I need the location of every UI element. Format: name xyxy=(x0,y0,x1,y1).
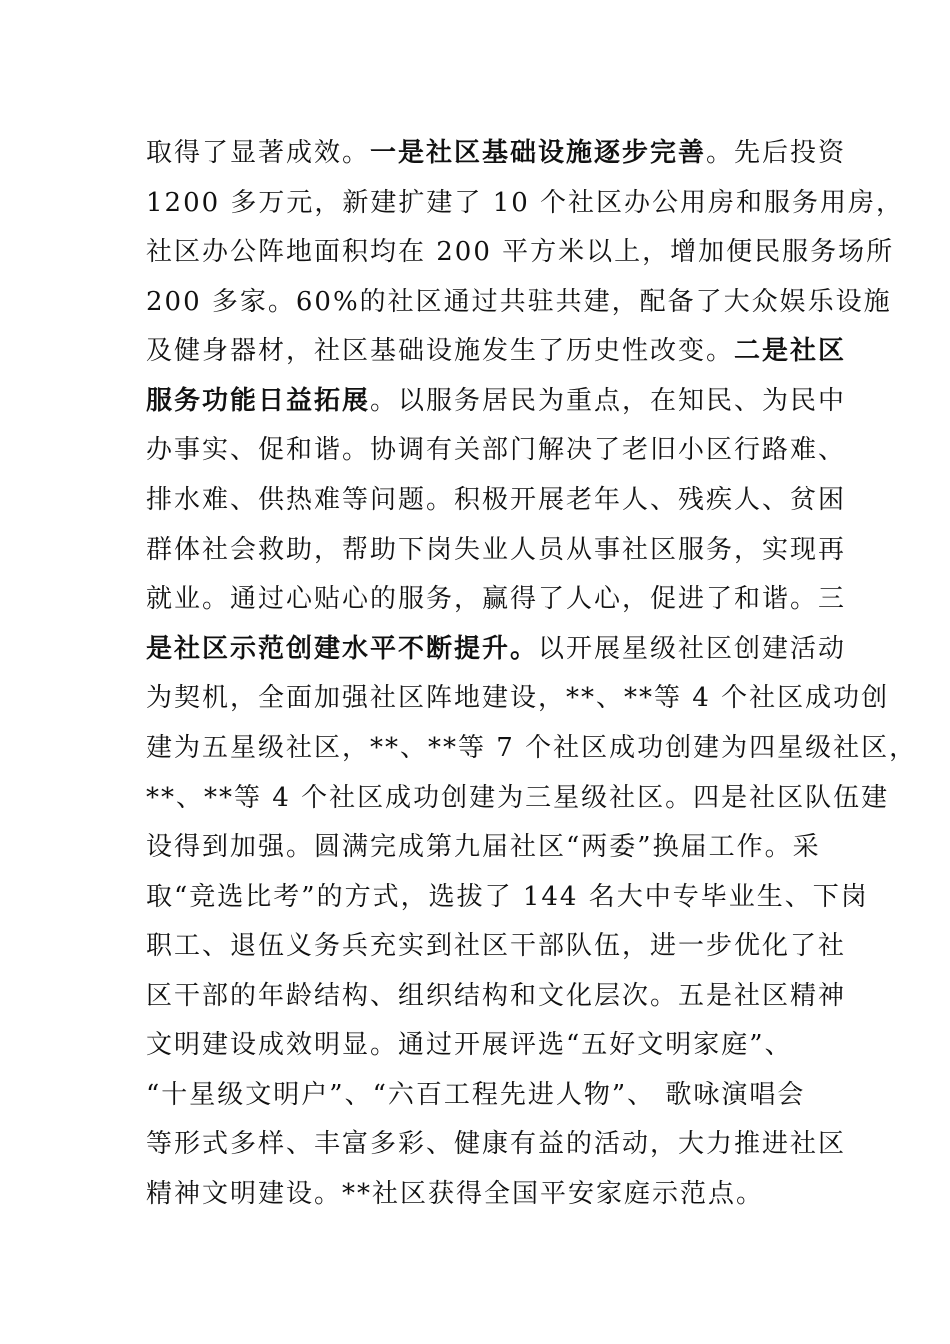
text-line xyxy=(146,1124,847,1164)
text-line xyxy=(146,1075,826,1115)
text-line xyxy=(146,877,869,917)
text-line xyxy=(146,827,826,867)
body-text: 就业。通过心贴心的服务，赢得了人心，促进了和谐。三 xyxy=(146,584,847,614)
body-text: “十星级文明户”、“六百工程先进人物”、 歌咏演唱会 xyxy=(146,1080,806,1110)
body-text: **、**等 4 个社区成功创建为三星级社区。四是社区队伍建 xyxy=(146,783,890,813)
text-line xyxy=(146,530,847,570)
text-line xyxy=(146,926,847,966)
text-line xyxy=(146,678,890,718)
text-line xyxy=(146,480,847,520)
text-line xyxy=(146,183,905,223)
body-text: 群体社会救助，帮助下岗失业人员从事社区服务，实现再 xyxy=(146,535,847,565)
body-text: 排水难、供热难等问题。积极开展老年人、残疾人、贫困 xyxy=(146,485,847,515)
body-text: 等形式多样、丰富多彩、健康有益的活动，大力推进社区 xyxy=(146,1129,847,1159)
body-text: 取得了显著成效。 xyxy=(146,138,371,168)
text-line xyxy=(146,430,847,470)
bold-heading-text: 一是社区基础设施逐步完善 xyxy=(370,138,707,168)
text-line xyxy=(146,579,847,619)
bold-heading-text: 二是社区 xyxy=(734,336,847,366)
body-text: 职工、退伍义务兵充实到社区干部队伍，进一步优化了社 xyxy=(146,931,847,961)
text-line xyxy=(146,381,847,421)
text-line xyxy=(146,728,918,768)
text-line xyxy=(146,282,892,322)
text-line xyxy=(146,133,847,173)
body-text: 社区办公阵地面积均在 200 平方米以上，增加便民服务场所 xyxy=(146,237,895,267)
body-text: 1200 多万元，新建扩建了 10 个社区办公用房和服务用房， xyxy=(146,188,905,218)
body-text: 精神文明建设。**社区获得全国平安家庭示范点。 xyxy=(146,1179,765,1209)
body-text: 区干部的年龄结构、组织结构和文化层次。五是社区精神 xyxy=(146,981,847,1011)
text-line xyxy=(146,778,890,818)
text-line xyxy=(146,232,895,272)
body-text: 为契机，全面加强社区阵地建设，**、**等 4 个社区成功创 xyxy=(146,683,890,713)
text-line xyxy=(146,1174,826,1214)
body-text: 200 多家。60%的社区通过共驻共建，配备了大众娱乐设施 xyxy=(146,287,892,317)
body-text: 。先后投资 xyxy=(706,138,847,168)
body-text: 以开展星级社区创建活动 xyxy=(538,634,847,664)
text-line xyxy=(146,976,847,1016)
body-text: 文明建设成效明显。通过开展评选“五好文明家庭”、 xyxy=(146,1030,793,1060)
bold-heading-text: 是社区示范创建水平不断提升。 xyxy=(146,634,539,664)
body-text: 办事实、促和谐。协调有关部门解决了老旧小区行路难、 xyxy=(146,435,847,465)
body-text: 。以服务居民为重点，在知民、为民中 xyxy=(370,386,847,416)
body-text: 及健身器材，社区基础设施发生了历史性改变。 xyxy=(146,336,735,366)
body-text: 建为五星级社区，**、**等 7 个社区成功创建为四星级社区， xyxy=(146,733,918,763)
text-line xyxy=(146,1025,826,1065)
body-text: 取“竞选比考”的方式，选拔了 144 名大中专毕业生、下岗 xyxy=(146,882,869,912)
text-line xyxy=(146,331,847,371)
text-line xyxy=(146,629,847,669)
body-text: 设得到加强。圆满完成第九届社区“两委”换届工作。采 xyxy=(146,832,821,862)
bold-heading-text: 服务功能日益拓展 xyxy=(146,386,371,416)
